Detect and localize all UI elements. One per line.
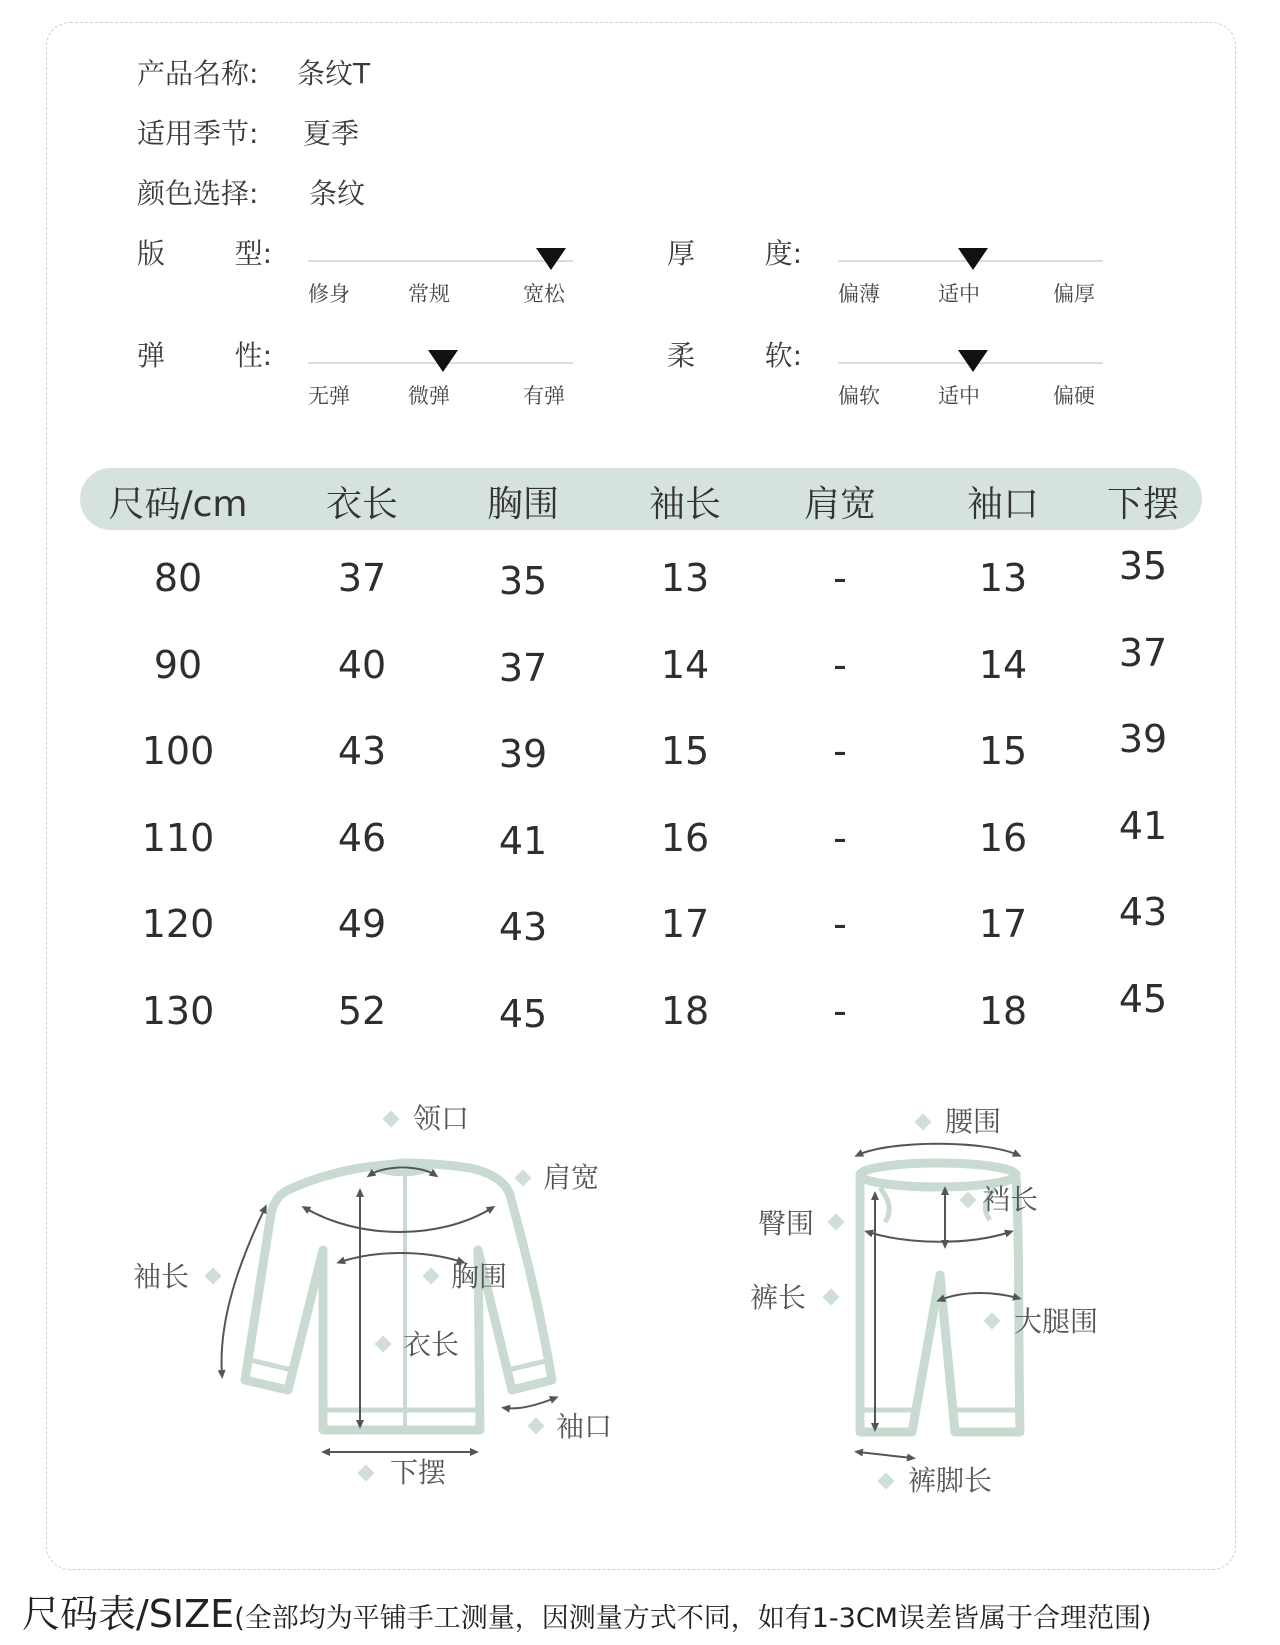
table-cell: 90 — [153, 642, 203, 687]
softness-tick-1: 偏软 — [838, 384, 880, 408]
table-header-cell: 尺码/cm — [108, 484, 248, 525]
color-label: 颜色选择: — [137, 177, 259, 210]
elasticity-label: 弹 性: — [137, 339, 272, 372]
chest-label: 胸围 — [451, 1260, 508, 1293]
table-cell: 120 — [141, 902, 215, 946]
table-cell: 100 — [141, 729, 215, 773]
elasticity-tick-1: 无弹 — [308, 384, 350, 408]
leg-opening-label: 裤脚长 — [908, 1464, 993, 1497]
table-header-cell: 下摆 — [1106, 484, 1180, 525]
table-cell: 130 — [141, 988, 215, 1033]
season-value: 夏季 — [303, 117, 360, 150]
table-cell: 16 — [978, 815, 1028, 860]
thickness-label: 厚 度: — [667, 237, 802, 270]
table-cell: 35 — [1118, 544, 1168, 588]
table-cell: 39 — [498, 732, 548, 776]
footer-caption — [22, 1583, 1152, 1638]
season-label: 适用季节: — [137, 117, 259, 150]
table-cell: - — [833, 729, 847, 773]
table-cell: 80 — [153, 556, 203, 600]
table-cell: 45 — [498, 991, 548, 1036]
table-cell: 37 — [337, 556, 387, 600]
table-cell: 17 — [978, 902, 1028, 946]
table-cell: 37 — [498, 645, 548, 690]
table-cell: 14 — [660, 642, 710, 687]
elasticity-tick-3: 有弹 — [523, 384, 565, 408]
table-header-cell: 胸围 — [486, 484, 560, 525]
softness-tick-3: 偏硬 — [1053, 384, 1095, 408]
table-cell: 49 — [337, 902, 387, 946]
fit-tick-1: 修身 — [308, 282, 350, 306]
color-value: 条纹 — [309, 177, 366, 210]
softness-label: 柔 软: — [667, 339, 802, 372]
table-cell: 18 — [978, 988, 1028, 1033]
table-cell: 35 — [498, 559, 548, 603]
table-cell: 43 — [498, 905, 548, 949]
table-cell: 16 — [660, 815, 710, 860]
table-cell: 15 — [660, 729, 710, 773]
table-header-cell: 袖长 — [648, 484, 722, 525]
fit-tick-2: 常规 — [408, 282, 450, 306]
thickness-tick-3: 偏厚 — [1053, 282, 1095, 306]
table-cell: 43 — [1118, 890, 1168, 934]
table-cell: 45 — [1118, 976, 1168, 1021]
hip-label: 臀围 — [758, 1207, 815, 1240]
waist-label: 腰围 — [945, 1105, 1002, 1138]
pants-length-label: 裤长 — [750, 1281, 807, 1314]
table-cell: - — [833, 988, 847, 1033]
table-cell: - — [833, 815, 847, 860]
table-cell: 41 — [498, 818, 548, 863]
product-name-value: 条纹T — [297, 57, 371, 90]
table-cell: 17 — [660, 902, 710, 946]
table-cell: 52 — [337, 988, 387, 1033]
thigh-label: 大腿围 — [1014, 1305, 1099, 1338]
table-cell: 18 — [660, 988, 710, 1033]
table-cell: 40 — [337, 642, 387, 687]
table-cell: 43 — [337, 729, 387, 773]
table-cell: 14 — [978, 642, 1028, 687]
hem-label: 下摆 — [390, 1456, 447, 1489]
table-cell: - — [833, 902, 847, 946]
table-header-cell: 袖口 — [966, 484, 1040, 525]
table-header-cell: 衣长 — [325, 484, 399, 525]
thickness-tick-1: 偏薄 — [838, 282, 880, 306]
fit-label: 版 型: — [137, 237, 272, 270]
table-cell: 37 — [1118, 630, 1168, 675]
table-cell: 110 — [141, 815, 215, 860]
shoulder-label: 肩宽 — [543, 1161, 600, 1194]
sleeve-label: 袖长 — [133, 1260, 190, 1293]
table-cell: - — [833, 642, 847, 687]
softness-tick-2: 适中 — [938, 384, 980, 408]
thickness-tick-2: 适中 — [938, 282, 980, 306]
top-garment-illustration — [245, 1163, 552, 1430]
table-header-cell: 肩宽 — [803, 484, 877, 525]
table-cell: 13 — [660, 556, 710, 600]
table-cell: 41 — [1118, 803, 1168, 848]
product-name-label: 产品名称: — [137, 57, 259, 90]
rise-label: 裆长 — [982, 1183, 1039, 1216]
collar-label: 领口 — [413, 1102, 470, 1135]
table-cell: 13 — [978, 556, 1028, 600]
cuff-label: 袖口 — [556, 1410, 613, 1443]
fit-tick-3: 宽松 — [523, 282, 565, 306]
table-cell: - — [833, 556, 847, 600]
footer-note: (全部均为平铺手工测量，因测量方式不同，如有1-3CM误差皆属于合理范围) — [234, 1603, 1152, 1634]
footer-title: 尺码表/SIZE — [22, 1592, 235, 1636]
table-cell: 39 — [1118, 717, 1168, 761]
table-cell: 15 — [978, 729, 1028, 773]
table-cell: 46 — [337, 815, 387, 860]
length-label: 衣长 — [403, 1328, 460, 1361]
elasticity-tick-2: 微弹 — [408, 384, 450, 408]
